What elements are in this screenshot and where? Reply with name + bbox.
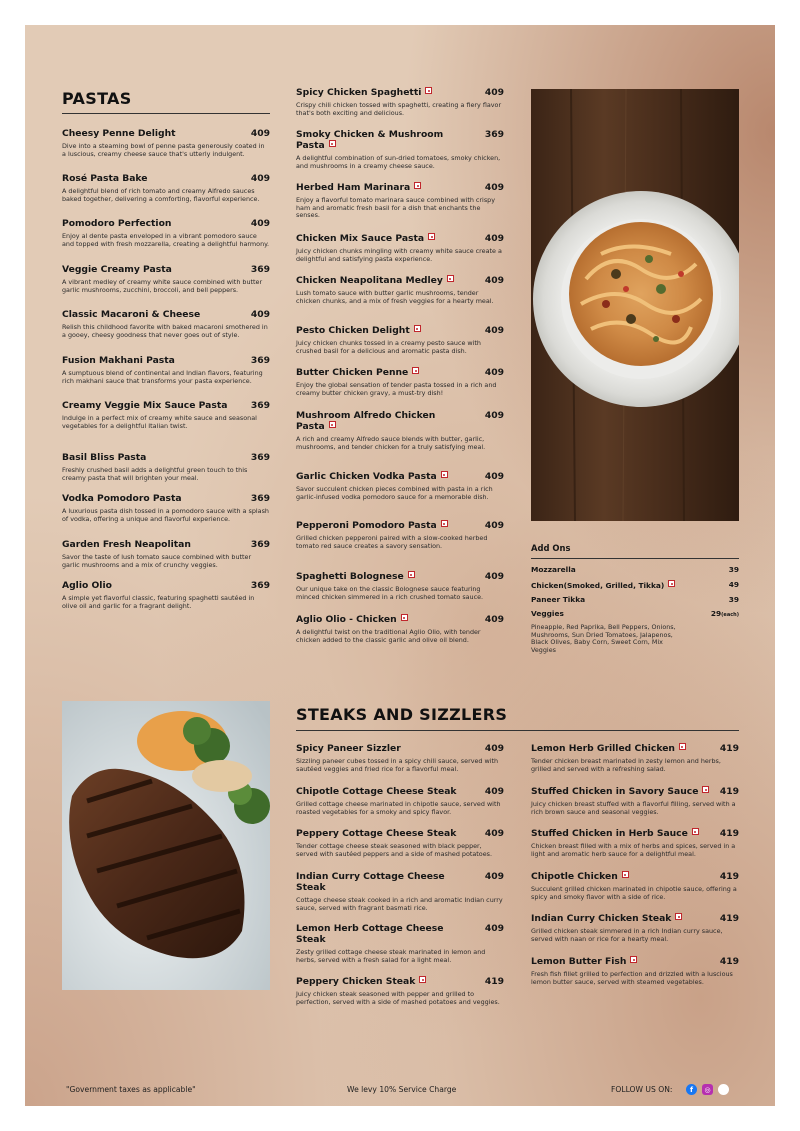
item-price: 409 (484, 871, 504, 882)
item-description: Tender cottage cheese steak seasoned with black pepper, served with sautéed peppers and a side of mashed potatoes. (296, 842, 493, 858)
item-description: A delightful combination of sun-dried tomatoes, smoky chicken, and mushrooms in a creamy cheese sauce. (296, 154, 501, 170)
item-price: 409 (484, 743, 504, 754)
steak-photo (62, 701, 270, 990)
item-name-text: Chicken Neapolitana Medley (296, 275, 443, 286)
menu-item (296, 871, 504, 912)
follow-us-label: FOLLOW US ON: (611, 1085, 673, 1094)
item-name: Chipotle Cottage Cheese Steak (296, 786, 457, 797)
item-name: Indian Curry Cottage Cheese Steak (296, 871, 445, 893)
menu-item (531, 913, 739, 943)
non-veg-icon (692, 828, 699, 835)
item-name (296, 976, 426, 987)
item-price: 409 (484, 367, 504, 378)
item-name-text: Chicken Mix Sauce Pasta (296, 233, 425, 244)
item-description: Zesty grilled cottage cheese steak marinated in lemon and herbs, served with a fresh salad for a light meal. (296, 948, 486, 964)
menu-item (296, 923, 504, 964)
item-price: 369 (250, 400, 270, 411)
menu-item (62, 452, 270, 482)
item-name (531, 828, 699, 839)
item-description: Juicy chicken chunks tossed in a creamy pesto sauce with crushed basil for a delicious and aromatic pasta dish. (296, 339, 481, 355)
menu-item (296, 743, 504, 773)
item-name-text: Spaghetti Bolognese (296, 571, 404, 582)
item-price: 409 (250, 173, 270, 184)
item-name-text: Butter Chicken Penne (296, 367, 409, 378)
item-name: Creamy Veggie Mix Sauce Pasta (62, 400, 228, 411)
item-price: 409 (484, 571, 504, 582)
item-name: Garden Fresh Neapolitan (62, 539, 191, 550)
item-description: Lush tomato sauce with butter garlic mushrooms, tender chicken chunks, and a mix of fresh veggies for a hearty meal. (296, 289, 494, 305)
item-description: Freshly crushed basil adds a delightful green touch to this creamy pasta that will brighten your meal. (62, 466, 248, 482)
non-veg-icon (679, 743, 686, 750)
addons-title: Add Ons (531, 543, 571, 553)
veggies-description: Pineapple, Red Paprika, Bell Peppers, Onions, Mushrooms, Sun Dried Tomatoes, Jalapenos, Black Olives, Baby Corn, Sweet Corn, Mix Veggies (531, 623, 676, 654)
item-price: 409 (484, 520, 504, 531)
item-description: Sizzling paneer cubes tossed in a spicy chili sauce, served with sautéed veggies and fried rice for a flavorful meal. (296, 757, 499, 773)
item-price: 409 (250, 128, 270, 139)
item-description: Crispy chili chicken tossed with spaghetti, creating a fiery flavor that's both exciting and delicious. (296, 101, 502, 117)
item-description: Savor the taste of lush tomato sauce combined with butter garlic mushrooms and a mix of crunchy veggies. (62, 553, 252, 569)
addon-name: Mozzarella (531, 565, 576, 574)
item-name-text: Stuffed Chicken in Savory Sauce (531, 786, 699, 797)
menu-item (531, 871, 739, 901)
item-name-text: Lemon Butter Fish (531, 956, 627, 967)
item-name (531, 743, 686, 754)
item-price: 409 (484, 410, 504, 421)
item-price: 409 (484, 182, 504, 193)
item-description: Juicy chicken breast stuffed with a flavorful filling, served with a rich brown sauce and seasonal veggies. (531, 800, 736, 816)
item-price: 409 (250, 218, 270, 229)
item-name (531, 786, 709, 797)
item-price: 409 (484, 325, 504, 336)
addon-name: Paneer Tikka (531, 595, 586, 604)
item-description: A delightful twist on the traditional Aglio Olio, with tender chicken added to the classic garlic and olive oil blend. (296, 628, 481, 644)
addon-price: 39 (728, 565, 739, 574)
item-price: 419 (719, 828, 739, 839)
menu-item (62, 493, 270, 523)
pastas-title: PASTAS (62, 89, 132, 108)
non-veg-icon (419, 976, 426, 983)
item-name-text: Pepperoni Pomodoro Pasta (296, 520, 437, 531)
item-description: Chicken breast filled with a mix of herbs and spices, served in a light and aromatic herb sauce for a delightful meal. (531, 842, 736, 858)
item-description: A rich and creamy Alfredo sauce blends with butter, garlic, mushrooms, and tender chicken for a truly satisfying meal. (296, 435, 486, 451)
menu-item (531, 956, 739, 986)
steaks-left-column (296, 25, 504, 1025)
item-name: Spicy Paneer Sizzler (296, 743, 401, 754)
item-price: 409 (484, 614, 504, 625)
menu-item (62, 173, 270, 203)
item-description: A sumptuous blend of continental and Indian flavors, featuring rich makhani sauce that transforms your pasta experience. (62, 369, 263, 385)
item-price: 419 (719, 913, 739, 924)
item-name: Rosé Pasta Bake (62, 173, 148, 184)
instagram-icon[interactable]: ◎ (702, 1084, 713, 1095)
item-price: 409 (484, 275, 504, 286)
item-description: Indulge in a perfect mix of creamy white sauce and seasonal vegetables for a delightful Italian twist. (62, 414, 257, 430)
facebook-icon[interactable]: f (686, 1084, 697, 1095)
item-name (531, 913, 682, 924)
item-name-text: Herbed Ham Marinara (296, 182, 411, 193)
item-description: Our unique take on the classic Bolognese sauce featuring minced chicken simmered in a rich crushed tomato sauce. (296, 585, 484, 601)
menu-item (62, 218, 270, 248)
item-name (531, 871, 629, 882)
item-name-text: Peppery Chicken Steak (296, 976, 416, 987)
menu-item (62, 128, 270, 158)
menu-item (62, 539, 270, 569)
item-name: Veggie Creamy Pasta (62, 264, 172, 275)
item-name (531, 956, 637, 967)
steaks-title: STEAKS AND SIZZLERS (296, 705, 508, 724)
item-description: Juicy chicken steak seasoned with pepper and grilled to perfection, served with a side of mashed potatoes and veggies. (296, 990, 500, 1006)
item-price: 369 (484, 129, 504, 140)
addon-price-text: 29 (710, 609, 722, 618)
steaks-right-column (531, 25, 739, 1025)
addon-price: 39 (728, 595, 739, 604)
item-name: Aglio Olio (62, 580, 112, 591)
non-veg-icon (675, 913, 682, 920)
item-name-text: Lemon Herb Grilled Chicken (531, 743, 675, 754)
menu-item (531, 786, 739, 816)
non-veg-icon (702, 786, 709, 793)
item-description: Savor succulent chicken pieces combined with pasta in a rich garlic-infused vodka pomodoro sauce for a memorable dish. (296, 485, 493, 501)
item-description: Fresh fish fillet grilled to perfection and drizzled with a luscious lemon butter sauce, served with steamed vegetables. (531, 970, 733, 986)
item-price: 369 (250, 264, 270, 275)
item-name-text: Pesto Chicken Delight (296, 325, 410, 336)
menu-item (62, 400, 270, 430)
menu-item (62, 264, 270, 294)
menu-item (296, 828, 504, 858)
addon-price-note: (each) (721, 612, 739, 618)
item-description: Enjoy the global sensation of tender pasta tossed in a rich and creamy butter chicken gravy, a must-try dish! (296, 381, 497, 397)
non-veg-icon (630, 956, 637, 963)
item-name: Classic Macaroni & Cheese (62, 309, 201, 320)
item-description: Grilled chicken pepperoni paired with a slow-cooked herbed tomato red sauce creates a savory sensation. (296, 534, 488, 550)
menu-item (296, 976, 504, 1006)
item-price: 409 (484, 828, 504, 839)
item-description: Tender chicken breast marinated in zesty lemon and herbs, grilled and served with a refreshing salad. (531, 757, 721, 773)
item-name-text: Garlic Chicken Vodka Pasta (296, 471, 437, 482)
item-description: Relish this childhood favorite with baked macaroni smothered in a gooey, cheesy goodness that never goes out of style. (62, 323, 268, 339)
item-price: 369 (250, 493, 270, 504)
item-price: 419 (719, 956, 739, 967)
pastas-left-column (62, 25, 270, 645)
item-price: 369 (250, 452, 270, 463)
item-description: A vibrant medley of creamy white sauce combined with butter garlic mushrooms, zucchini, broccoli, and bell peppers. (62, 278, 263, 294)
item-price: 409 (484, 923, 504, 934)
item-name-text: Smoky Chicken & Mushroom Pasta (296, 129, 444, 151)
item-description: Grilled cottage cheese marinated in chipotle sauce, served with roasted vegetables for a smoky and spicy flavor. (296, 800, 501, 816)
non-veg-icon (622, 871, 629, 878)
menu-page (25, 25, 775, 1106)
menu-item (531, 828, 739, 858)
item-description: Grilled chicken steak simmered in a rich Indian curry sauce, served with naan or rice for a hearty meal. (531, 927, 723, 943)
item-price: 419 (484, 976, 504, 987)
item-price: 409 (484, 471, 504, 482)
item-description: Enjoy a flavorful tomato marinara sauce combined with crispy ham and aromatic fresh basil for a dish that enchants the senses. (296, 196, 495, 220)
item-price: 369 (250, 539, 270, 550)
item-price: 409 (250, 309, 270, 320)
menu-item (62, 309, 270, 339)
social-links (686, 1084, 729, 1095)
steak-photo-illustration (62, 701, 270, 990)
item-price: 419 (719, 871, 739, 882)
addon-name: Veggies (531, 609, 564, 618)
item-name: Cheesy Penne Delight (62, 128, 176, 139)
item-name-text: Mushroom Alfredo Chicken Pasta (296, 410, 436, 432)
menu-item (296, 786, 504, 816)
item-name-text: Indian Curry Chicken Steak (531, 913, 672, 924)
item-description: A delightful blend of rich tomato and creamy Alfredo sauces baked together, delivering a comforting, flavorful experience. (62, 187, 260, 203)
item-price: 369 (250, 580, 270, 591)
menu-item (62, 580, 270, 610)
addon-price: 49 (728, 580, 739, 589)
chat-icon[interactable] (718, 1084, 729, 1095)
item-price: 409 (484, 87, 504, 98)
item-name: Basil Bliss Pasta (62, 452, 147, 463)
item-price: 409 (484, 786, 504, 797)
item-name-text: Chipotle Chicken (531, 871, 618, 882)
item-description: Cottage cheese steak cooked in a rich and aromatic Indian curry sauce, served with fragrant basmati rice. (296, 896, 503, 912)
menu-item (531, 743, 739, 773)
item-description: Succulent grilled chicken marinated in chipotle sauce, offering a spicy and smoky flavor with a side of rice. (531, 885, 737, 901)
item-name: Pomodoro Perfection (62, 218, 172, 229)
item-name: Vodka Pomodoro Pasta (62, 493, 182, 504)
item-price: 419 (719, 786, 739, 797)
item-description: A simple yet flavorful classic, featuring spaghetti sautéed in olive oil and garlic for a fragrant delight. (62, 594, 255, 610)
item-price: 419 (719, 743, 739, 754)
taxes-note: "Government taxes as applicable" (66, 1085, 196, 1094)
item-description: A luxurious pasta dish tossed in a pomodoro sauce with a splash of vodka, offering a unique and flavorful experience. (62, 507, 269, 523)
item-name-text: Aglio Olio - Chicken (296, 614, 397, 625)
item-description: Dive into a steaming bowl of penne pasta generously coated in a luscious, creamy cheese sauce that's utterly indulgent. (62, 142, 265, 158)
addon-name-text: Chicken(Smoked, Grilled, Tikka) (531, 581, 665, 590)
item-name: Fusion Makhani Pasta (62, 355, 175, 366)
item-price: 409 (484, 233, 504, 244)
item-name-text: Spicy Chicken Spaghetti (296, 87, 422, 98)
item-name: Lemon Herb Cottage Cheese Steak (296, 923, 444, 945)
item-price: 369 (250, 355, 270, 366)
service-charge-note: We levy 10% Service Charge (347, 1085, 457, 1094)
item-description: Juicy chicken chunks mingling with creamy white sauce create a delightful and satisfying pasta experience. (296, 247, 502, 263)
item-name-text: Stuffed Chicken in Herb Sauce (531, 828, 688, 839)
item-name: Peppery Cottage Cheese Steak (296, 828, 457, 839)
item-description: Enjoy al dente pasta enveloped in a vibrant pomodoro sauce and topped with fresh mozzarella, creating a delightful harmony. (62, 232, 270, 248)
menu-item (62, 355, 270, 385)
